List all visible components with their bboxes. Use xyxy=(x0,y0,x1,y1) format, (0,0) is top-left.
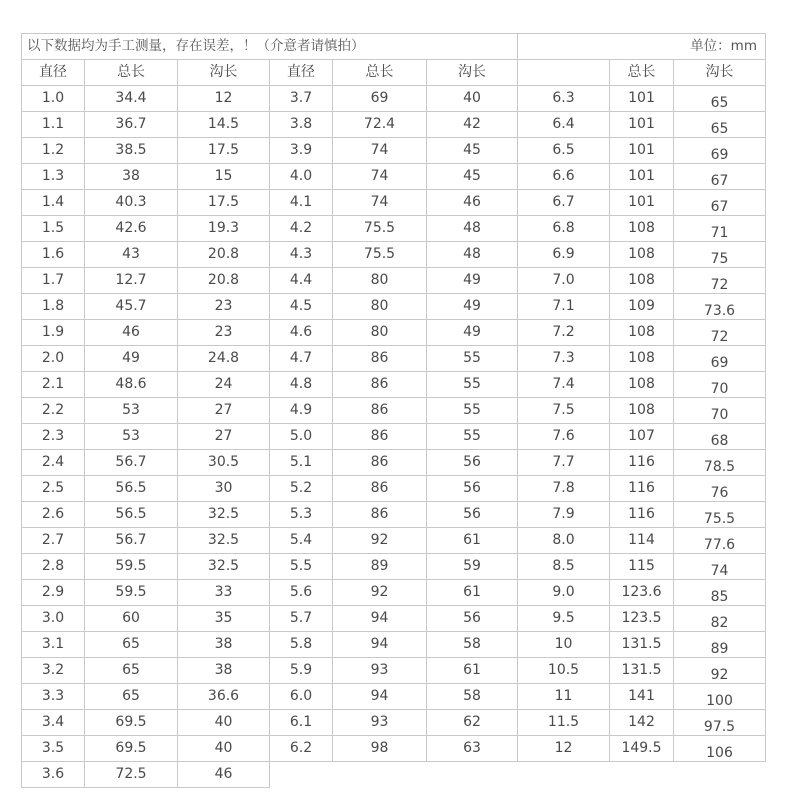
header-diameter: 直径 xyxy=(22,60,85,86)
diameter-cell: 11 xyxy=(518,684,610,710)
groove-length-cell: 19.3 xyxy=(178,216,270,242)
total-length-cell: 43 xyxy=(85,242,178,268)
diameter-cell: 6.1 xyxy=(270,710,333,736)
total-length-cell: 86 xyxy=(333,398,427,424)
table-row xyxy=(22,346,766,372)
measurement-table xyxy=(21,33,766,788)
diameter-cell: 10.5 xyxy=(518,658,610,684)
total-length-cell: 65 xyxy=(85,632,178,658)
groove-length-cell: 56 xyxy=(427,450,518,476)
total-length-cell: 114 xyxy=(610,528,674,554)
groove-length-cell: 63 xyxy=(427,736,518,762)
diameter-cell: 3.7 xyxy=(270,86,333,112)
total-length-cell: 74 xyxy=(333,138,427,164)
total-length-cell: 69 xyxy=(333,86,427,112)
total-length-cell: 142 xyxy=(610,710,674,736)
diameter-cell: 6.5 xyxy=(518,138,610,164)
diameter-cell: 6.7 xyxy=(518,190,610,216)
groove-length-cell: 89 xyxy=(674,632,766,658)
groove-length-cell: 55 xyxy=(427,398,518,424)
groove-length-cell: 15 xyxy=(178,164,270,190)
groove-length-cell: 74 xyxy=(674,554,766,580)
diameter-cell: 4.8 xyxy=(270,372,333,398)
table-row xyxy=(22,632,766,658)
groove-length-cell: 40 xyxy=(178,736,270,762)
total-length-cell: 108 xyxy=(610,346,674,372)
total-length-cell: 34.4 xyxy=(85,86,178,112)
total-length-cell: 65 xyxy=(85,684,178,710)
groove-length-cell: 61 xyxy=(427,528,518,554)
diameter-cell: 4.1 xyxy=(270,190,333,216)
diameter-cell: 3.2 xyxy=(22,658,85,684)
table-row xyxy=(22,710,766,736)
total-length-cell: 74 xyxy=(333,164,427,190)
total-length-cell: 116 xyxy=(610,476,674,502)
diameter-cell: 9.5 xyxy=(518,606,610,632)
diameter-cell: 6.0 xyxy=(270,684,333,710)
groove-length-cell: 82 xyxy=(674,606,766,632)
total-length-cell: 101 xyxy=(610,112,674,138)
diameter-cell: 2.9 xyxy=(22,580,85,606)
header-blank xyxy=(518,60,610,86)
diameter-cell: 4.0 xyxy=(270,164,333,190)
diameter-cell: 1.1 xyxy=(22,112,85,138)
total-length-cell: 108 xyxy=(610,398,674,424)
groove-length-cell: 62 xyxy=(427,710,518,736)
groove-length-cell: 46 xyxy=(178,762,270,788)
diameter-cell: 6.8 xyxy=(518,216,610,242)
diameter-cell: 4.2 xyxy=(270,216,333,242)
table-row xyxy=(22,502,766,528)
table-row xyxy=(22,112,766,138)
diameter-cell: 7.4 xyxy=(518,372,610,398)
groove-length-cell: 20.8 xyxy=(178,268,270,294)
groove-length-cell: 20.8 xyxy=(178,242,270,268)
table-row xyxy=(22,294,766,320)
groove-length-cell: 45 xyxy=(427,138,518,164)
total-length-cell: 65 xyxy=(85,658,178,684)
diameter-cell: 5.5 xyxy=(270,554,333,580)
total-length-cell: 69.5 xyxy=(85,710,178,736)
total-length-cell: 101 xyxy=(610,190,674,216)
groove-length-cell: 56 xyxy=(427,476,518,502)
diameter-cell: 6.4 xyxy=(518,112,610,138)
groove-length-cell: 75.5 xyxy=(674,502,766,528)
groove-length-cell: 70 xyxy=(674,398,766,424)
table-row xyxy=(22,372,766,398)
table-row xyxy=(22,762,766,788)
diameter-cell: 5.6 xyxy=(270,580,333,606)
table-row xyxy=(22,658,766,684)
table-row xyxy=(22,528,766,554)
groove-length-cell: 69 xyxy=(674,138,766,164)
diameter-cell: 5.4 xyxy=(270,528,333,554)
diameter-cell: 2.6 xyxy=(22,502,85,528)
groove-length-cell: 48 xyxy=(427,216,518,242)
groove-length-cell: 92 xyxy=(674,658,766,684)
groove-length-cell: 65 xyxy=(674,112,766,138)
total-length-cell: 72.4 xyxy=(333,112,427,138)
diameter-cell: 1.6 xyxy=(22,242,85,268)
groove-length-cell: 48 xyxy=(427,242,518,268)
total-length-cell: 86 xyxy=(333,450,427,476)
total-length-cell: 56.5 xyxy=(85,476,178,502)
total-length-cell: 89 xyxy=(333,554,427,580)
groove-length-cell: 72 xyxy=(674,268,766,294)
total-length-cell: 53 xyxy=(85,424,178,450)
total-length-cell: 108 xyxy=(610,242,674,268)
unit-label: 单位：mm xyxy=(518,34,766,60)
total-length-cell: 141 xyxy=(610,684,674,710)
total-length-cell: 56.7 xyxy=(85,450,178,476)
total-length-cell: 49 xyxy=(85,346,178,372)
groove-length-cell: 100 xyxy=(674,684,766,710)
diameter-cell: 8.5 xyxy=(518,554,610,580)
diameter-cell: 3.6 xyxy=(22,762,85,788)
diameter-cell: 7.7 xyxy=(518,450,610,476)
groove-length-cell: 32.5 xyxy=(178,554,270,580)
table-row xyxy=(22,580,766,606)
diameter-cell: 4.3 xyxy=(270,242,333,268)
total-length-cell: 74 xyxy=(333,190,427,216)
diameter-cell: 8.0 xyxy=(518,528,610,554)
groove-length-cell: 35 xyxy=(178,606,270,632)
groove-length-cell: 12 xyxy=(178,86,270,112)
diameter-cell: 12 xyxy=(518,736,610,762)
total-length-cell: 107 xyxy=(610,424,674,450)
total-length-cell: 69.5 xyxy=(85,736,178,762)
table-row xyxy=(22,216,766,242)
groove-length-cell: 71 xyxy=(674,216,766,242)
groove-length-cell: 77.6 xyxy=(674,528,766,554)
groove-length-cell: 38 xyxy=(178,632,270,658)
diameter-cell: 7.0 xyxy=(518,268,610,294)
diameter-cell: 3.8 xyxy=(270,112,333,138)
total-length-cell: 149.5 xyxy=(610,736,674,762)
total-length-cell: 59.5 xyxy=(85,580,178,606)
table-row xyxy=(22,320,766,346)
total-length-cell: 72.5 xyxy=(85,762,178,788)
total-length-cell: 48.6 xyxy=(85,372,178,398)
diameter-cell: 2.1 xyxy=(22,372,85,398)
total-length-cell: 42.6 xyxy=(85,216,178,242)
groove-length-cell: 67 xyxy=(674,164,766,190)
groove-length-cell: 75 xyxy=(674,242,766,268)
total-length-cell: 38.5 xyxy=(85,138,178,164)
diameter-cell: 7.1 xyxy=(518,294,610,320)
diameter-cell: 5.9 xyxy=(270,658,333,684)
diameter-cell: 3.9 xyxy=(270,138,333,164)
total-length-cell: 101 xyxy=(610,138,674,164)
diameter-cell: 6.3 xyxy=(518,86,610,112)
groove-length-cell: 30.5 xyxy=(178,450,270,476)
groove-length-cell: 68 xyxy=(674,424,766,450)
groove-length-cell: 46 xyxy=(427,190,518,216)
groove-length-cell: 40 xyxy=(427,86,518,112)
groove-length-cell: 49 xyxy=(427,294,518,320)
diameter-cell: 5.1 xyxy=(270,450,333,476)
groove-length-cell: 49 xyxy=(427,268,518,294)
total-length-cell: 116 xyxy=(610,502,674,528)
diameter-cell: 4.5 xyxy=(270,294,333,320)
total-length-cell: 108 xyxy=(610,268,674,294)
groove-length-cell: 58 xyxy=(427,684,518,710)
table-row xyxy=(22,476,766,502)
header-total-length: 总长 xyxy=(85,60,178,86)
groove-length-cell: 69 xyxy=(674,346,766,372)
total-length-cell: 93 xyxy=(333,710,427,736)
groove-length-cell: 17.5 xyxy=(178,138,270,164)
table-row xyxy=(22,554,766,580)
groove-length-cell: 55 xyxy=(427,424,518,450)
header-row xyxy=(22,60,766,86)
total-length-cell: 60 xyxy=(85,606,178,632)
table-row xyxy=(22,190,766,216)
diameter-cell: 2.5 xyxy=(22,476,85,502)
total-length-cell: 80 xyxy=(333,268,427,294)
groove-length-cell: 49 xyxy=(427,320,518,346)
table-row xyxy=(22,86,766,112)
table-row xyxy=(22,606,766,632)
total-length-cell: 131.5 xyxy=(610,658,674,684)
diameter-cell: 3.4 xyxy=(22,710,85,736)
diameter-cell: 7.3 xyxy=(518,346,610,372)
groove-length-cell: 76 xyxy=(674,476,766,502)
table-row xyxy=(22,138,766,164)
groove-length-cell: 55 xyxy=(427,372,518,398)
groove-length-cell: 36.6 xyxy=(178,684,270,710)
header-groove-length: 沟长 xyxy=(674,60,766,86)
groove-length-cell: 72 xyxy=(674,320,766,346)
total-length-cell: 116 xyxy=(610,450,674,476)
diameter-cell: 9.0 xyxy=(518,580,610,606)
empty-cell xyxy=(270,762,766,788)
diameter-cell: 10 xyxy=(518,632,610,658)
diameter-cell: 1.0 xyxy=(22,86,85,112)
caption-row xyxy=(22,34,766,60)
total-length-cell: 92 xyxy=(333,580,427,606)
diameter-cell: 4.9 xyxy=(270,398,333,424)
table-row xyxy=(22,736,766,762)
measurement-table-container xyxy=(21,33,766,788)
diameter-cell: 3.5 xyxy=(22,736,85,762)
diameter-cell: 5.0 xyxy=(270,424,333,450)
total-length-cell: 98 xyxy=(333,736,427,762)
groove-length-cell: 61 xyxy=(427,580,518,606)
groove-length-cell: 40 xyxy=(178,710,270,736)
groove-length-cell: 23 xyxy=(178,294,270,320)
header-total-length: 总长 xyxy=(610,60,674,86)
total-length-cell: 75.5 xyxy=(333,242,427,268)
diameter-cell: 1.4 xyxy=(22,190,85,216)
total-length-cell: 94 xyxy=(333,606,427,632)
total-length-cell: 108 xyxy=(610,372,674,398)
diameter-cell: 4.4 xyxy=(270,268,333,294)
groove-length-cell: 55 xyxy=(427,346,518,372)
groove-length-cell: 27 xyxy=(178,424,270,450)
total-length-cell: 86 xyxy=(333,502,427,528)
groove-length-cell: 23 xyxy=(178,320,270,346)
total-length-cell: 94 xyxy=(333,684,427,710)
total-length-cell: 92 xyxy=(333,528,427,554)
table-row xyxy=(22,424,766,450)
total-length-cell: 53 xyxy=(85,398,178,424)
groove-length-cell: 56 xyxy=(427,502,518,528)
diameter-cell: 2.7 xyxy=(22,528,85,554)
diameter-cell: 7.6 xyxy=(518,424,610,450)
table-row xyxy=(22,242,766,268)
groove-length-cell: 32.5 xyxy=(178,502,270,528)
diameter-cell: 5.8 xyxy=(270,632,333,658)
diameter-cell: 11.5 xyxy=(518,710,610,736)
total-length-cell: 86 xyxy=(333,424,427,450)
total-length-cell: 75.5 xyxy=(333,216,427,242)
measurement-note: 以下数据均为手工测量，存在误差，！（介意者请慎拍） xyxy=(22,34,518,60)
diameter-cell: 1.3 xyxy=(22,164,85,190)
groove-length-cell: 45 xyxy=(427,164,518,190)
header-groove-length: 沟长 xyxy=(178,60,270,86)
groove-length-cell: 58 xyxy=(427,632,518,658)
groove-length-cell: 61 xyxy=(427,658,518,684)
diameter-cell: 4.7 xyxy=(270,346,333,372)
groove-length-cell: 59 xyxy=(427,554,518,580)
total-length-cell: 86 xyxy=(333,476,427,502)
total-length-cell: 38 xyxy=(85,164,178,190)
groove-length-cell: 67 xyxy=(674,190,766,216)
groove-length-cell: 17.5 xyxy=(178,190,270,216)
groove-length-cell: 65 xyxy=(674,86,766,112)
total-length-cell: 86 xyxy=(333,372,427,398)
diameter-cell: 3.0 xyxy=(22,606,85,632)
total-length-cell: 101 xyxy=(610,164,674,190)
total-length-cell: 46 xyxy=(85,320,178,346)
diameter-cell: 1.8 xyxy=(22,294,85,320)
diameter-cell: 3.1 xyxy=(22,632,85,658)
groove-length-cell: 14.5 xyxy=(178,112,270,138)
total-length-cell: 86 xyxy=(333,346,427,372)
groove-length-cell: 27 xyxy=(178,398,270,424)
total-length-cell: 108 xyxy=(610,216,674,242)
diameter-cell: 2.2 xyxy=(22,398,85,424)
total-length-cell: 108 xyxy=(610,320,674,346)
groove-length-cell: 97.5 xyxy=(674,710,766,736)
diameter-cell: 3.3 xyxy=(22,684,85,710)
total-length-cell: 94 xyxy=(333,632,427,658)
groove-length-cell: 73.6 xyxy=(674,294,766,320)
header-total-length: 总长 xyxy=(333,60,427,86)
diameter-cell: 5.7 xyxy=(270,606,333,632)
diameter-cell: 6.9 xyxy=(518,242,610,268)
diameter-cell: 5.3 xyxy=(270,502,333,528)
groove-length-cell: 42 xyxy=(427,112,518,138)
total-length-cell: 109 xyxy=(610,294,674,320)
diameter-cell: 4.6 xyxy=(270,320,333,346)
diameter-cell: 7.8 xyxy=(518,476,610,502)
diameter-cell: 7.9 xyxy=(518,502,610,528)
table-row xyxy=(22,398,766,424)
header-groove-length: 沟长 xyxy=(427,60,518,86)
groove-length-cell: 33 xyxy=(178,580,270,606)
diameter-cell: 5.2 xyxy=(270,476,333,502)
groove-length-cell: 78.5 xyxy=(674,450,766,476)
total-length-cell: 80 xyxy=(333,294,427,320)
diameter-cell: 6.6 xyxy=(518,164,610,190)
groove-length-cell: 106 xyxy=(674,736,766,762)
total-length-cell: 36.7 xyxy=(85,112,178,138)
groove-length-cell: 24 xyxy=(178,372,270,398)
total-length-cell: 131.5 xyxy=(610,632,674,658)
total-length-cell: 12.7 xyxy=(85,268,178,294)
total-length-cell: 59.5 xyxy=(85,554,178,580)
diameter-cell: 2.8 xyxy=(22,554,85,580)
groove-length-cell: 32.5 xyxy=(178,528,270,554)
diameter-cell: 6.2 xyxy=(270,736,333,762)
table-row xyxy=(22,268,766,294)
total-length-cell: 123.6 xyxy=(610,580,674,606)
diameter-cell: 2.3 xyxy=(22,424,85,450)
table-row xyxy=(22,164,766,190)
diameter-cell: 2.4 xyxy=(22,450,85,476)
total-length-cell: 56.7 xyxy=(85,528,178,554)
groove-length-cell: 38 xyxy=(178,658,270,684)
groove-length-cell: 56 xyxy=(427,606,518,632)
groove-length-cell: 85 xyxy=(674,580,766,606)
header-diameter: 直径 xyxy=(270,60,333,86)
total-length-cell: 40.3 xyxy=(85,190,178,216)
diameter-cell: 7.5 xyxy=(518,398,610,424)
total-length-cell: 45.7 xyxy=(85,294,178,320)
total-length-cell: 93 xyxy=(333,658,427,684)
table-row xyxy=(22,684,766,710)
total-length-cell: 56.5 xyxy=(85,502,178,528)
total-length-cell: 101 xyxy=(610,86,674,112)
total-length-cell: 80 xyxy=(333,320,427,346)
total-length-cell: 115 xyxy=(610,554,674,580)
diameter-cell: 1.5 xyxy=(22,216,85,242)
diameter-cell: 1.2 xyxy=(22,138,85,164)
total-length-cell: 123.5 xyxy=(610,606,674,632)
diameter-cell: 1.7 xyxy=(22,268,85,294)
groove-length-cell: 70 xyxy=(674,372,766,398)
table-row xyxy=(22,450,766,476)
diameter-cell: 1.9 xyxy=(22,320,85,346)
diameter-cell: 2.0 xyxy=(22,346,85,372)
groove-length-cell: 24.8 xyxy=(178,346,270,372)
groove-length-cell: 30 xyxy=(178,476,270,502)
diameter-cell: 7.2 xyxy=(518,320,610,346)
